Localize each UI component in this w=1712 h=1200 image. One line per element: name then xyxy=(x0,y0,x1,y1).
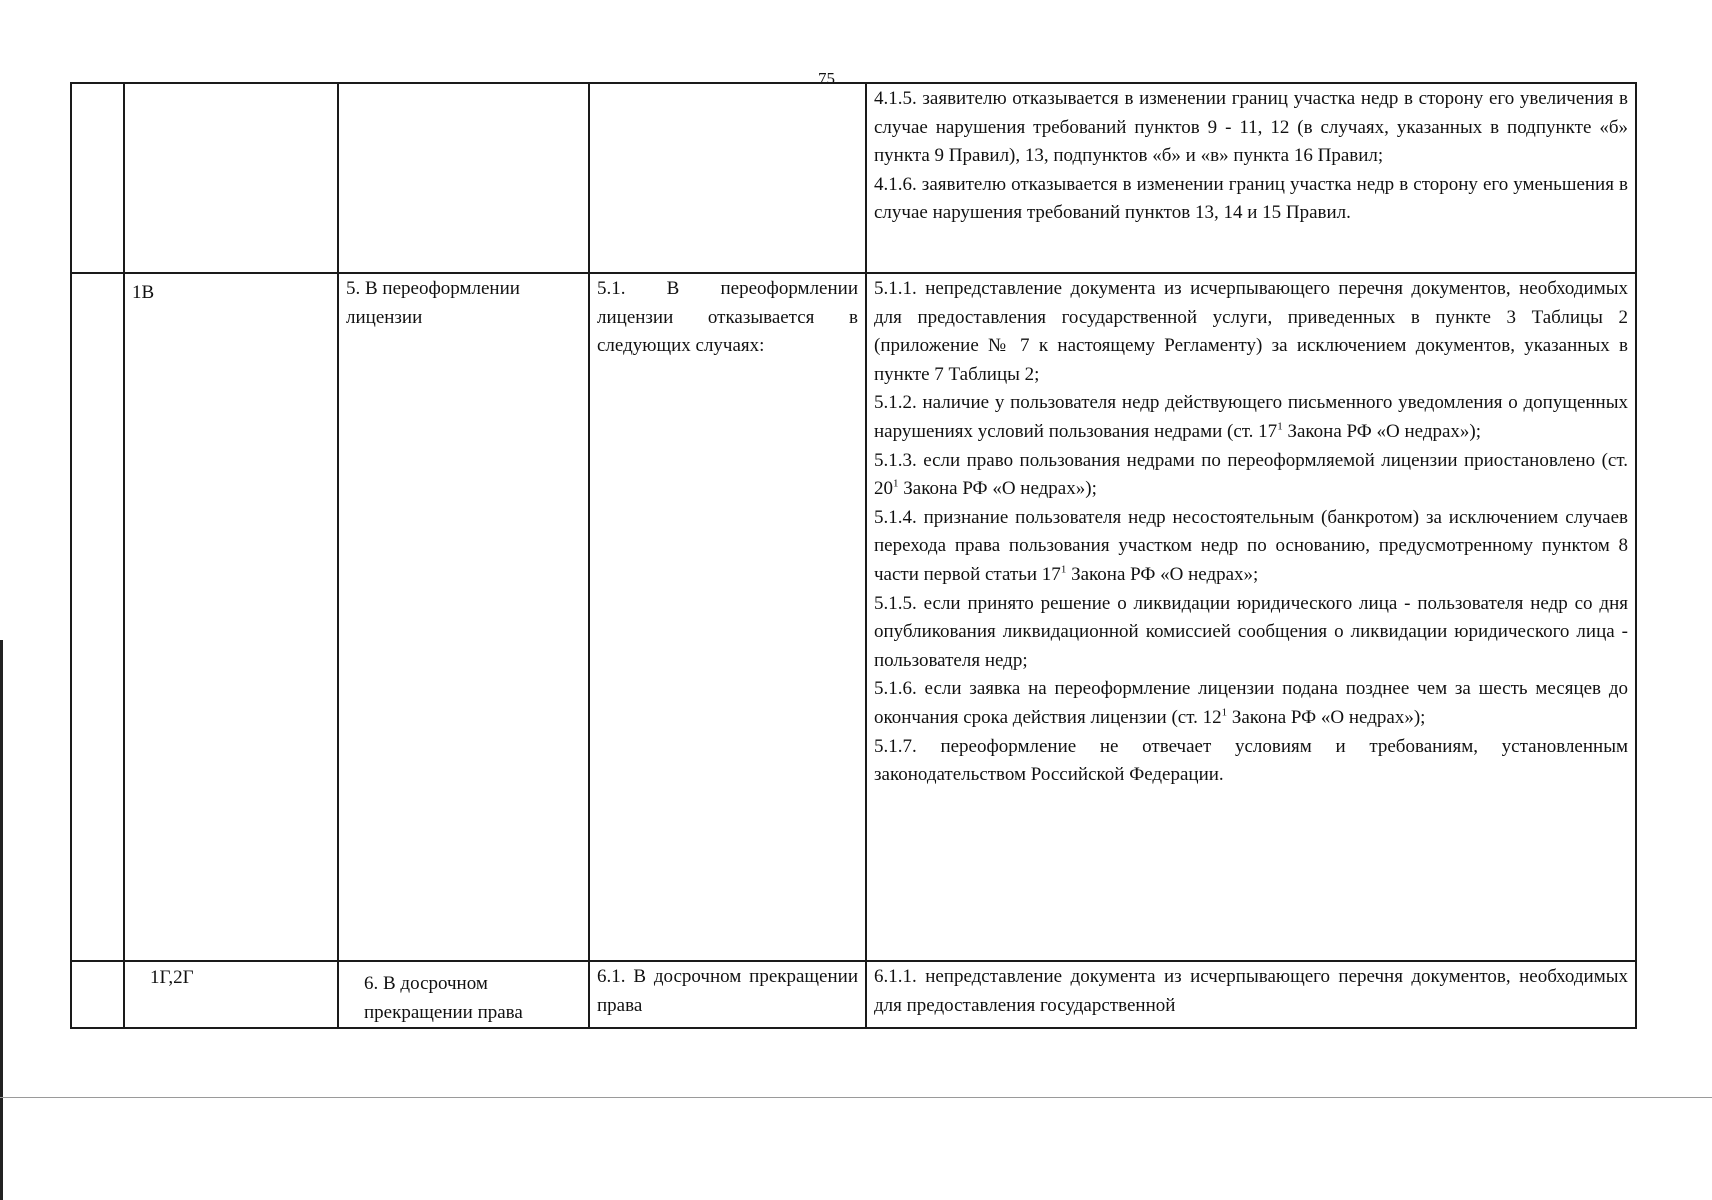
list-item: 5.1.2. наличие у пользователя недр действующего письменного уведомления о допущенных нарушениях условий пользования недрами (ст. $17^1$ Закона РФ «О недрах»); xyxy=(874,392,1628,442)
list-item: 6.1.1. непредставление документа из исчерпывающего перечня документов, необходимых для предоставления государственной xyxy=(874,966,1628,1016)
subsection-cell xyxy=(589,83,866,273)
list-item: 5.1.4. признание пользователя недр несостоятельным (банкротом) за исключением случаев перехода права пользования участком недр по основанию, предусмотренному пунктом 8 части первой статьи $17^1$ Закона РФ «О недрах»; xyxy=(874,506,1628,585)
list-item: 4.1.5. заявителю отказывается в изменении границ участка недр в сторону его увеличения в случае нарушения требований пунктов 9 - 11, 12 (в случаях, указанных в подпункте «б» пункта 9 Правил), 13, подпунктов «б» и «в» пункта 16 Правил; xyxy=(874,88,1628,167)
service-name-cell: 6. В досрочном прекращении права xyxy=(338,961,589,1028)
code-cell: 1В xyxy=(124,273,338,961)
list-item: 5.1.5. если принято решение о ликвидации юридического лица - пользователя недр со дня опубликования ликвидационной комиссией сообщения о ликвидации юридического лица - пользователя недр; xyxy=(874,592,1628,671)
page-divider xyxy=(0,1097,1712,1098)
index-cell xyxy=(71,83,124,273)
code-cell: 1Г,2Г xyxy=(124,961,338,1028)
service-name-cell: 5. В переоформлении лицензии xyxy=(338,273,589,961)
list-item: 5.1.7. переоформление не отвечает условиям и требованиям, установленным законодательством Российской Федерации. xyxy=(874,735,1628,786)
grounds-cell xyxy=(866,273,1636,961)
table-row xyxy=(71,961,1636,1028)
index-cell xyxy=(71,961,124,1028)
grounds-cell xyxy=(866,83,1636,273)
table-row xyxy=(71,83,1636,273)
page-number: 75 xyxy=(818,69,835,88)
table-row xyxy=(71,273,1636,961)
list-item: 5.1.6. если заявка на переоформление лицензии подана позднее чем за шесть месяцев до окончания срока действия лицензии (ст. $12^1$ Закона РФ «О недрах»); xyxy=(874,678,1628,728)
list-item: 4.1.6. заявителю отказывается в изменении границ участка недр в сторону его уменьшения в случае нарушения требований пунктов 13, 14 и 15 Правил. xyxy=(874,173,1628,224)
refusal-grounds-table xyxy=(70,82,1637,1029)
scan-edge-mark xyxy=(0,640,3,1200)
code-cell xyxy=(124,83,338,273)
service-name-cell xyxy=(338,83,589,273)
index-cell xyxy=(71,273,124,961)
grounds-cell xyxy=(866,961,1636,1028)
subsection-cell: 5.1. В переоформлении лицензии отказывается в следующих случаях: xyxy=(589,273,866,961)
list-item: 5.1.3. если право пользования недрами по переоформляемой лицензии приостановлено (ст. $20^1$ Закона РФ «О недрах»); xyxy=(874,449,1628,500)
subsection-cell: 6.1. В досрочном прекращении права xyxy=(589,961,866,1028)
list-item: 5.1.1. непредставление документа из исчерпывающего перечня документов, необходимых для предоставления государственной услуги, приведенных в пункте 3 Таблицы 2 (приложение № 7 к настоящему Регламенту) за исключением документов, указанных в пункте 7 Таблицы 2; xyxy=(874,278,1628,385)
